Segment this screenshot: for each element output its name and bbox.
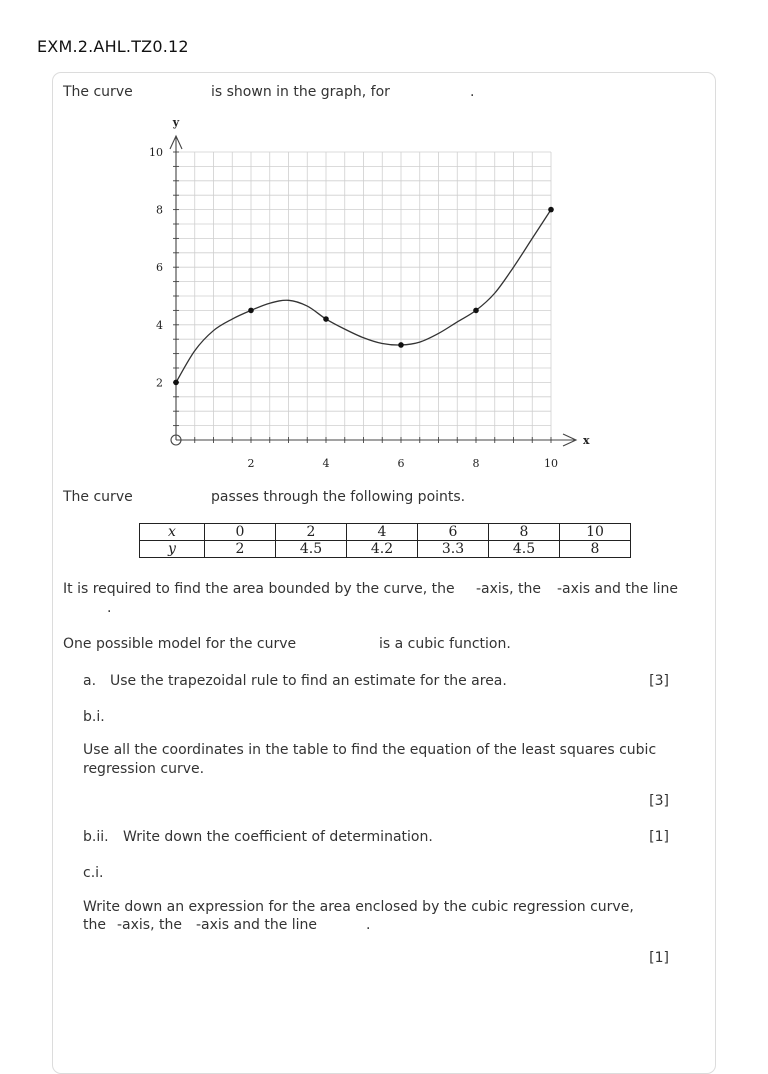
part-ci-text-2d: .: [366, 917, 371, 933]
required-text-4: .: [107, 600, 112, 616]
table-cell: 4.5: [276, 541, 347, 558]
part-bii-label: b.ii.: [83, 829, 109, 845]
table-cell: 4: [347, 524, 418, 541]
model-text-1: One possible model for the curve: [63, 636, 297, 652]
required-text-3: -axis and the line: [557, 581, 679, 597]
intro-text-2: is shown in the graph, for: [211, 84, 390, 100]
table-cell: 0: [205, 524, 276, 541]
passes-text-2: passes through the following points.: [211, 489, 466, 505]
data-point: [248, 308, 254, 314]
data-point: [548, 207, 554, 213]
table-cell: 10: [560, 524, 631, 541]
table-header-y: y: [140, 541, 205, 558]
y-tick-label: 6: [156, 261, 163, 275]
intro-text-1: The curve: [63, 84, 133, 100]
data-point: [398, 342, 404, 348]
table-cell: 4.5: [489, 541, 560, 558]
part-ci-text-2b: -axis, the: [117, 917, 182, 933]
y-tick-label: 2: [156, 376, 163, 390]
x-tick-label: 2: [247, 457, 255, 470]
y-tick-label: 8: [156, 203, 163, 217]
table-row-y: [140, 541, 631, 558]
required-text-1: It is required to find the area bounded by the curve, the: [63, 581, 455, 597]
x-tick-label: 6: [397, 457, 405, 470]
part-a-label: a.: [83, 673, 97, 689]
y-tick-label: 4: [156, 318, 163, 332]
table-row-x: [140, 524, 631, 541]
part-bi-text-2: regression curve.: [83, 761, 205, 777]
table-cell: 2: [276, 524, 347, 541]
table-cell: 3.3: [418, 541, 489, 558]
part-bi-label: b.i.: [83, 709, 105, 725]
y-axis-label: y: [172, 116, 180, 129]
part-bii-text: Write down the coefficient of determination.: [123, 829, 433, 845]
y-tick-label: 10: [149, 146, 163, 159]
passes-text-1: The curve: [63, 489, 133, 505]
x-tick-label: 10: [544, 457, 558, 470]
grid-lines: [176, 152, 551, 440]
table-cell: 8: [560, 541, 631, 558]
part-bi-text-1: Use all the coordinates in the table to find the equation of the least squares cubic: [83, 742, 657, 758]
table-cell: 2: [205, 541, 276, 558]
data-point: [323, 316, 329, 322]
tick-labels: [149, 116, 590, 470]
required-text-2: -axis, the: [476, 581, 541, 597]
axes: [170, 136, 576, 446]
points-table: [139, 523, 631, 558]
part-ci-text-2c: -axis and the line: [196, 917, 318, 933]
x-axis-label: x: [583, 434, 590, 447]
part-ci-text-1: Write down an expression for the area enclosed by the cubic regression curve,: [83, 899, 634, 915]
part-ci-text-2a: the: [83, 917, 106, 933]
data-point: [473, 308, 479, 314]
table-header-x: x: [140, 524, 205, 541]
intro-text-3: .: [470, 84, 475, 100]
part-ci-label: c.i.: [83, 865, 104, 881]
x-tick-label: 4: [322, 457, 330, 470]
question-code: EXM.2.AHL.TZ0.12: [37, 37, 189, 56]
part-ci-marks: [1]: [649, 950, 669, 966]
part-bii-marks: [1]: [649, 829, 669, 845]
table-cell: 6: [418, 524, 489, 541]
model-text-2: is a cubic function.: [379, 636, 511, 652]
curve-graph: [130, 110, 610, 480]
x-tick-label: 8: [472, 457, 480, 470]
table-cell: 8: [489, 524, 560, 541]
table-cell: 4.2: [347, 541, 418, 558]
data-point: [173, 380, 179, 386]
part-a-text: Use the trapezoidal rule to find an estimate for the area.: [110, 673, 507, 689]
part-bi-marks: [3]: [649, 793, 669, 809]
part-a-marks: [3]: [649, 673, 669, 689]
